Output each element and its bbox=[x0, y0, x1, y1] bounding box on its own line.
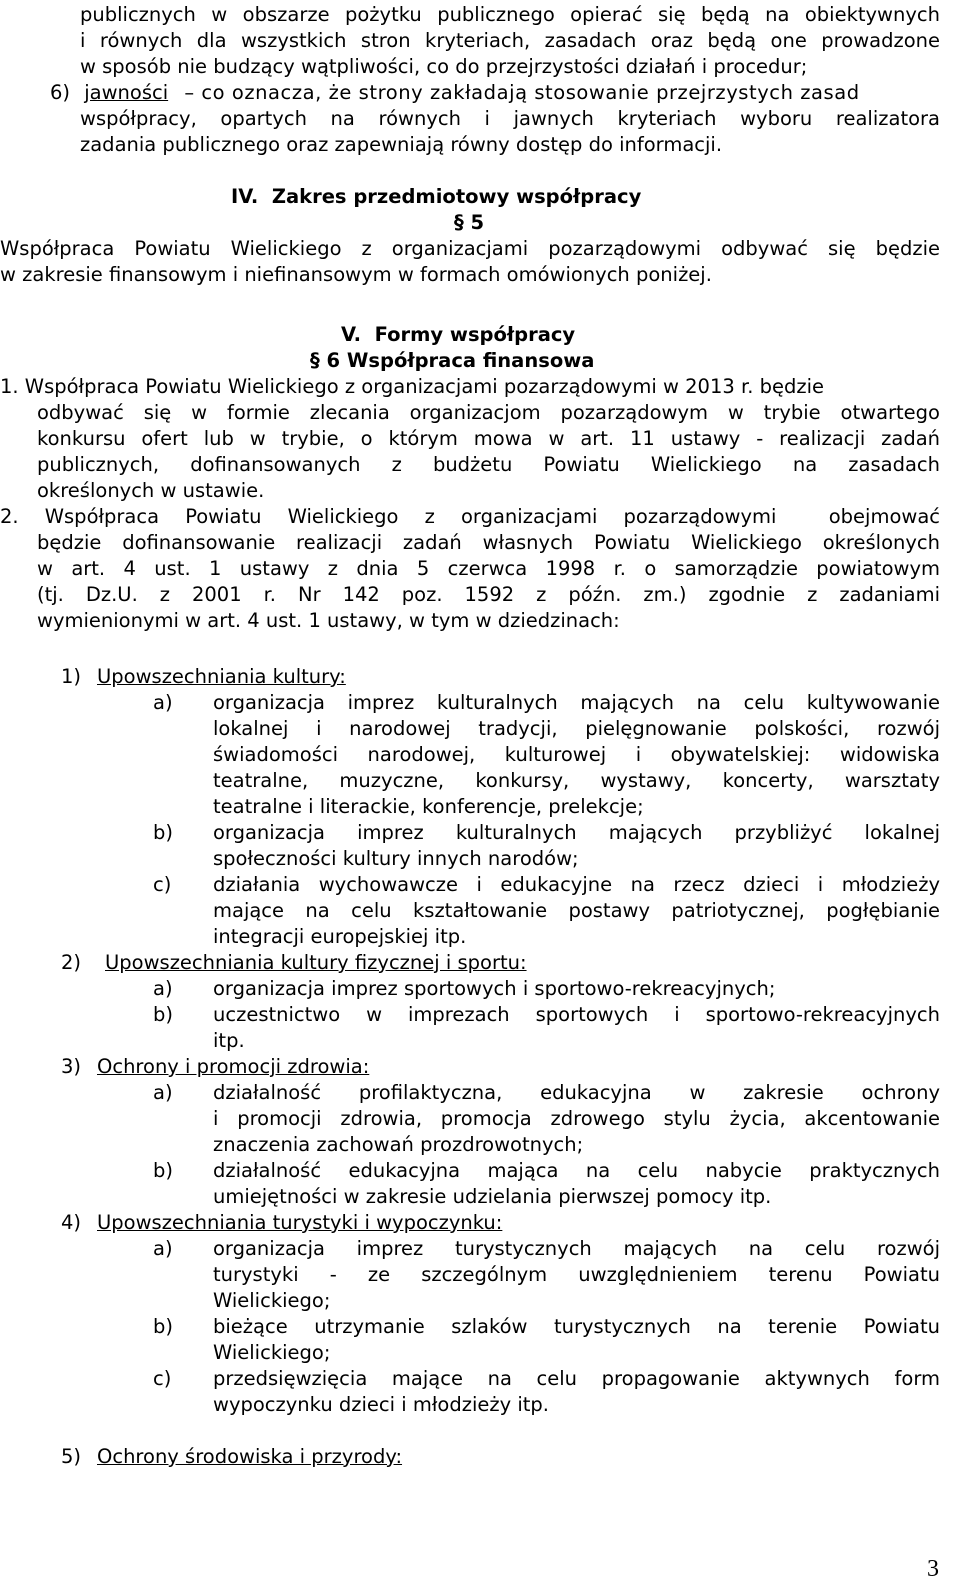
sub-letter: b) bbox=[153, 1003, 173, 1026]
text-line: w zakresie finansowym i niefinansowym w formach omówionych poniżej. bbox=[0, 263, 712, 286]
sub-letter: a) bbox=[153, 1237, 173, 1260]
area-number: 1) bbox=[61, 665, 82, 688]
area-number: 3) bbox=[61, 1055, 82, 1078]
text-line: publicznych w obszarze pożytku publicznego opierać się będą na obiektywnych bbox=[80, 3, 940, 26]
list-item-6 bbox=[50, 80, 940, 106]
sub-letter: b) bbox=[153, 821, 173, 844]
area-number: 5) bbox=[61, 1445, 82, 1468]
term-jawnosci: jawności bbox=[84, 81, 169, 104]
text-line: (tj. Dz.U. z 2001 r. Nr 142 poz. 1592 z późn. zm.) zgodnie z zadaniami bbox=[37, 583, 940, 606]
text-line: i promocji zdrowia, promocja zdrowego stylu życia, akcentowanie bbox=[213, 1107, 940, 1130]
sub-letter: a) bbox=[153, 691, 173, 714]
text-line: wypoczynku dzieci i młodzieży itp. bbox=[213, 1393, 549, 1416]
text-line: organizacja imprez kulturalnych mających na celu kultywowanie bbox=[213, 691, 940, 714]
sub-letter: b) bbox=[153, 1315, 173, 1338]
area-title: Upowszechniania turystyki i wypoczynku: bbox=[97, 1211, 503, 1234]
section-heading-iv: IV. Zakres przedmiotowy współpracy bbox=[231, 185, 642, 208]
text-line: umiejętności w zakresie udzielania pierwszej pomocy itp. bbox=[213, 1185, 772, 1208]
text-line: i równych dla wszystkich stron kryteriach, zasadach oraz będą one prowadzone bbox=[80, 29, 940, 52]
text-line: mające na celu kształtowanie postawy patriotycznej, pogłębianie bbox=[213, 899, 940, 922]
text-line: świadomości narodowej, kulturowej i obywatelskiej: widowiska bbox=[213, 743, 940, 766]
text-line: społeczności kultury innych narodów; bbox=[213, 847, 579, 870]
text-line: bieżące utrzymanie szlaków turystycznych na terenie Powiatu bbox=[213, 1315, 940, 1338]
text-line: integracji europejskiej itp. bbox=[213, 925, 467, 948]
text-line: działalność edukacyjna mająca na celu nabycie praktycznych bbox=[213, 1159, 940, 1182]
paragraph-mark-5: § 5 bbox=[454, 211, 485, 234]
sub-letter: c) bbox=[153, 873, 172, 896]
text-line: działania wychowawcze i edukacyjne na rzecz dzieci i młodzieży bbox=[213, 873, 940, 896]
text-line: zadania publicznego oraz zapewniają równy dostęp do informacji. bbox=[80, 133, 723, 156]
text-line: teatralne, muzyczne, konkursy, wystawy, koncerty, warsztaty bbox=[213, 769, 940, 792]
text-line: itp. bbox=[213, 1029, 245, 1052]
text-line: Współpraca Powiatu Wielickiego z organizacjami pozarządowymi odbywać się będzie bbox=[0, 237, 940, 260]
text-line: teatralne i literackie, konferencje, prelekcje; bbox=[213, 795, 644, 818]
text-line: wymienionymi w art. 4 ust. 1 ustawy, w tym w dziedzinach: bbox=[37, 609, 620, 632]
area-number: 4) bbox=[61, 1211, 82, 1234]
text-line: Wielickiego; bbox=[213, 1289, 331, 1312]
text-line: przedsięwzięcia mające na celu propagowanie aktywnych form bbox=[213, 1367, 940, 1390]
text-line: lokalnej i narodowej tradycji, pielęgnowanie polskości, rozwój bbox=[213, 717, 940, 740]
text-line: Wielickiego; bbox=[213, 1341, 331, 1364]
section-heading-v: V. Formy współpracy bbox=[341, 323, 576, 346]
text-line: odbywać się w formie zlecania organizacjom pozarządowym w trybie otwartego bbox=[37, 401, 940, 424]
text-line: w art. 4 ust. 1 ustawy z dnia 5 czerwca 1998 r. o samorządzie powiatowym bbox=[37, 557, 940, 580]
area-title: Upowszechniania kultury: bbox=[97, 665, 346, 688]
sub-letter: c) bbox=[153, 1367, 172, 1390]
text-line: w sposób nie budzący wątpliwości, co do przejrzystości działań i procedur; bbox=[80, 55, 808, 78]
area-title: Ochrony i promocji zdrowia: bbox=[97, 1055, 370, 1078]
text-line: współpracy, opartych na równych i jawnych kryteriach wyboru realizatora bbox=[80, 107, 940, 130]
list-number: 6) bbox=[50, 81, 71, 104]
term-definition: – co oznacza, że strony zakładają stosowanie przejrzystych zasad bbox=[184, 81, 860, 104]
text-line: publicznych, dofinansowanych z budżetu Powiatu Wielickiego na zasadach bbox=[37, 453, 940, 476]
area-number: 2) bbox=[61, 951, 82, 974]
sub-letter: a) bbox=[153, 1081, 173, 1104]
text-line: konkursu ofert lub w trybie, o którym mowa w art. 11 ustawy - realizacji zadań bbox=[37, 427, 940, 450]
text-line: określonych w ustawie. bbox=[37, 479, 265, 502]
text-line: organizacja imprez sportowych i sportowo-rekreacyjnych; bbox=[213, 977, 776, 1000]
text-line: działalność profilaktyczna, edukacyjna w zakresie ochrony bbox=[213, 1081, 940, 1104]
area-title: Ochrony środowiska i przyrody: bbox=[97, 1445, 403, 1468]
text-line: turystyki - ze szczególnym uwzględnieniem terenu Powiatu bbox=[213, 1263, 940, 1286]
area-title: Upowszechniania kultury fizycznej i sportu: bbox=[105, 951, 527, 974]
text-line: organizacja imprez turystycznych mających na celu rozwój bbox=[213, 1237, 940, 1260]
page-number: 3 bbox=[927, 1556, 939, 1582]
text-line: będzie dofinansowanie realizacji zadań własnych Powiatu Wielickiego określonych bbox=[37, 531, 940, 554]
paragraph-mark-6: § 6 Współpraca finansowa bbox=[310, 349, 595, 372]
sub-letter: b) bbox=[153, 1159, 173, 1182]
text-line: 2. Współpraca Powiatu Wielickiego z organizacjami pozarządowymi obejmować bbox=[0, 505, 940, 528]
text-line: znaczenia zachowań prozdrowotnych; bbox=[213, 1133, 584, 1156]
text-line: 1. Współpraca Powiatu Wielickiego z organizacjami pozarządowymi w 2013 r. będzie bbox=[0, 375, 824, 398]
text-line: organizacja imprez kulturalnych mających przybliżyć lokalnej bbox=[213, 821, 940, 844]
text-line: uczestnictwo w imprezach sportowych i sportowo-rekreacyjnych bbox=[213, 1003, 940, 1026]
sub-letter: a) bbox=[153, 977, 173, 1000]
